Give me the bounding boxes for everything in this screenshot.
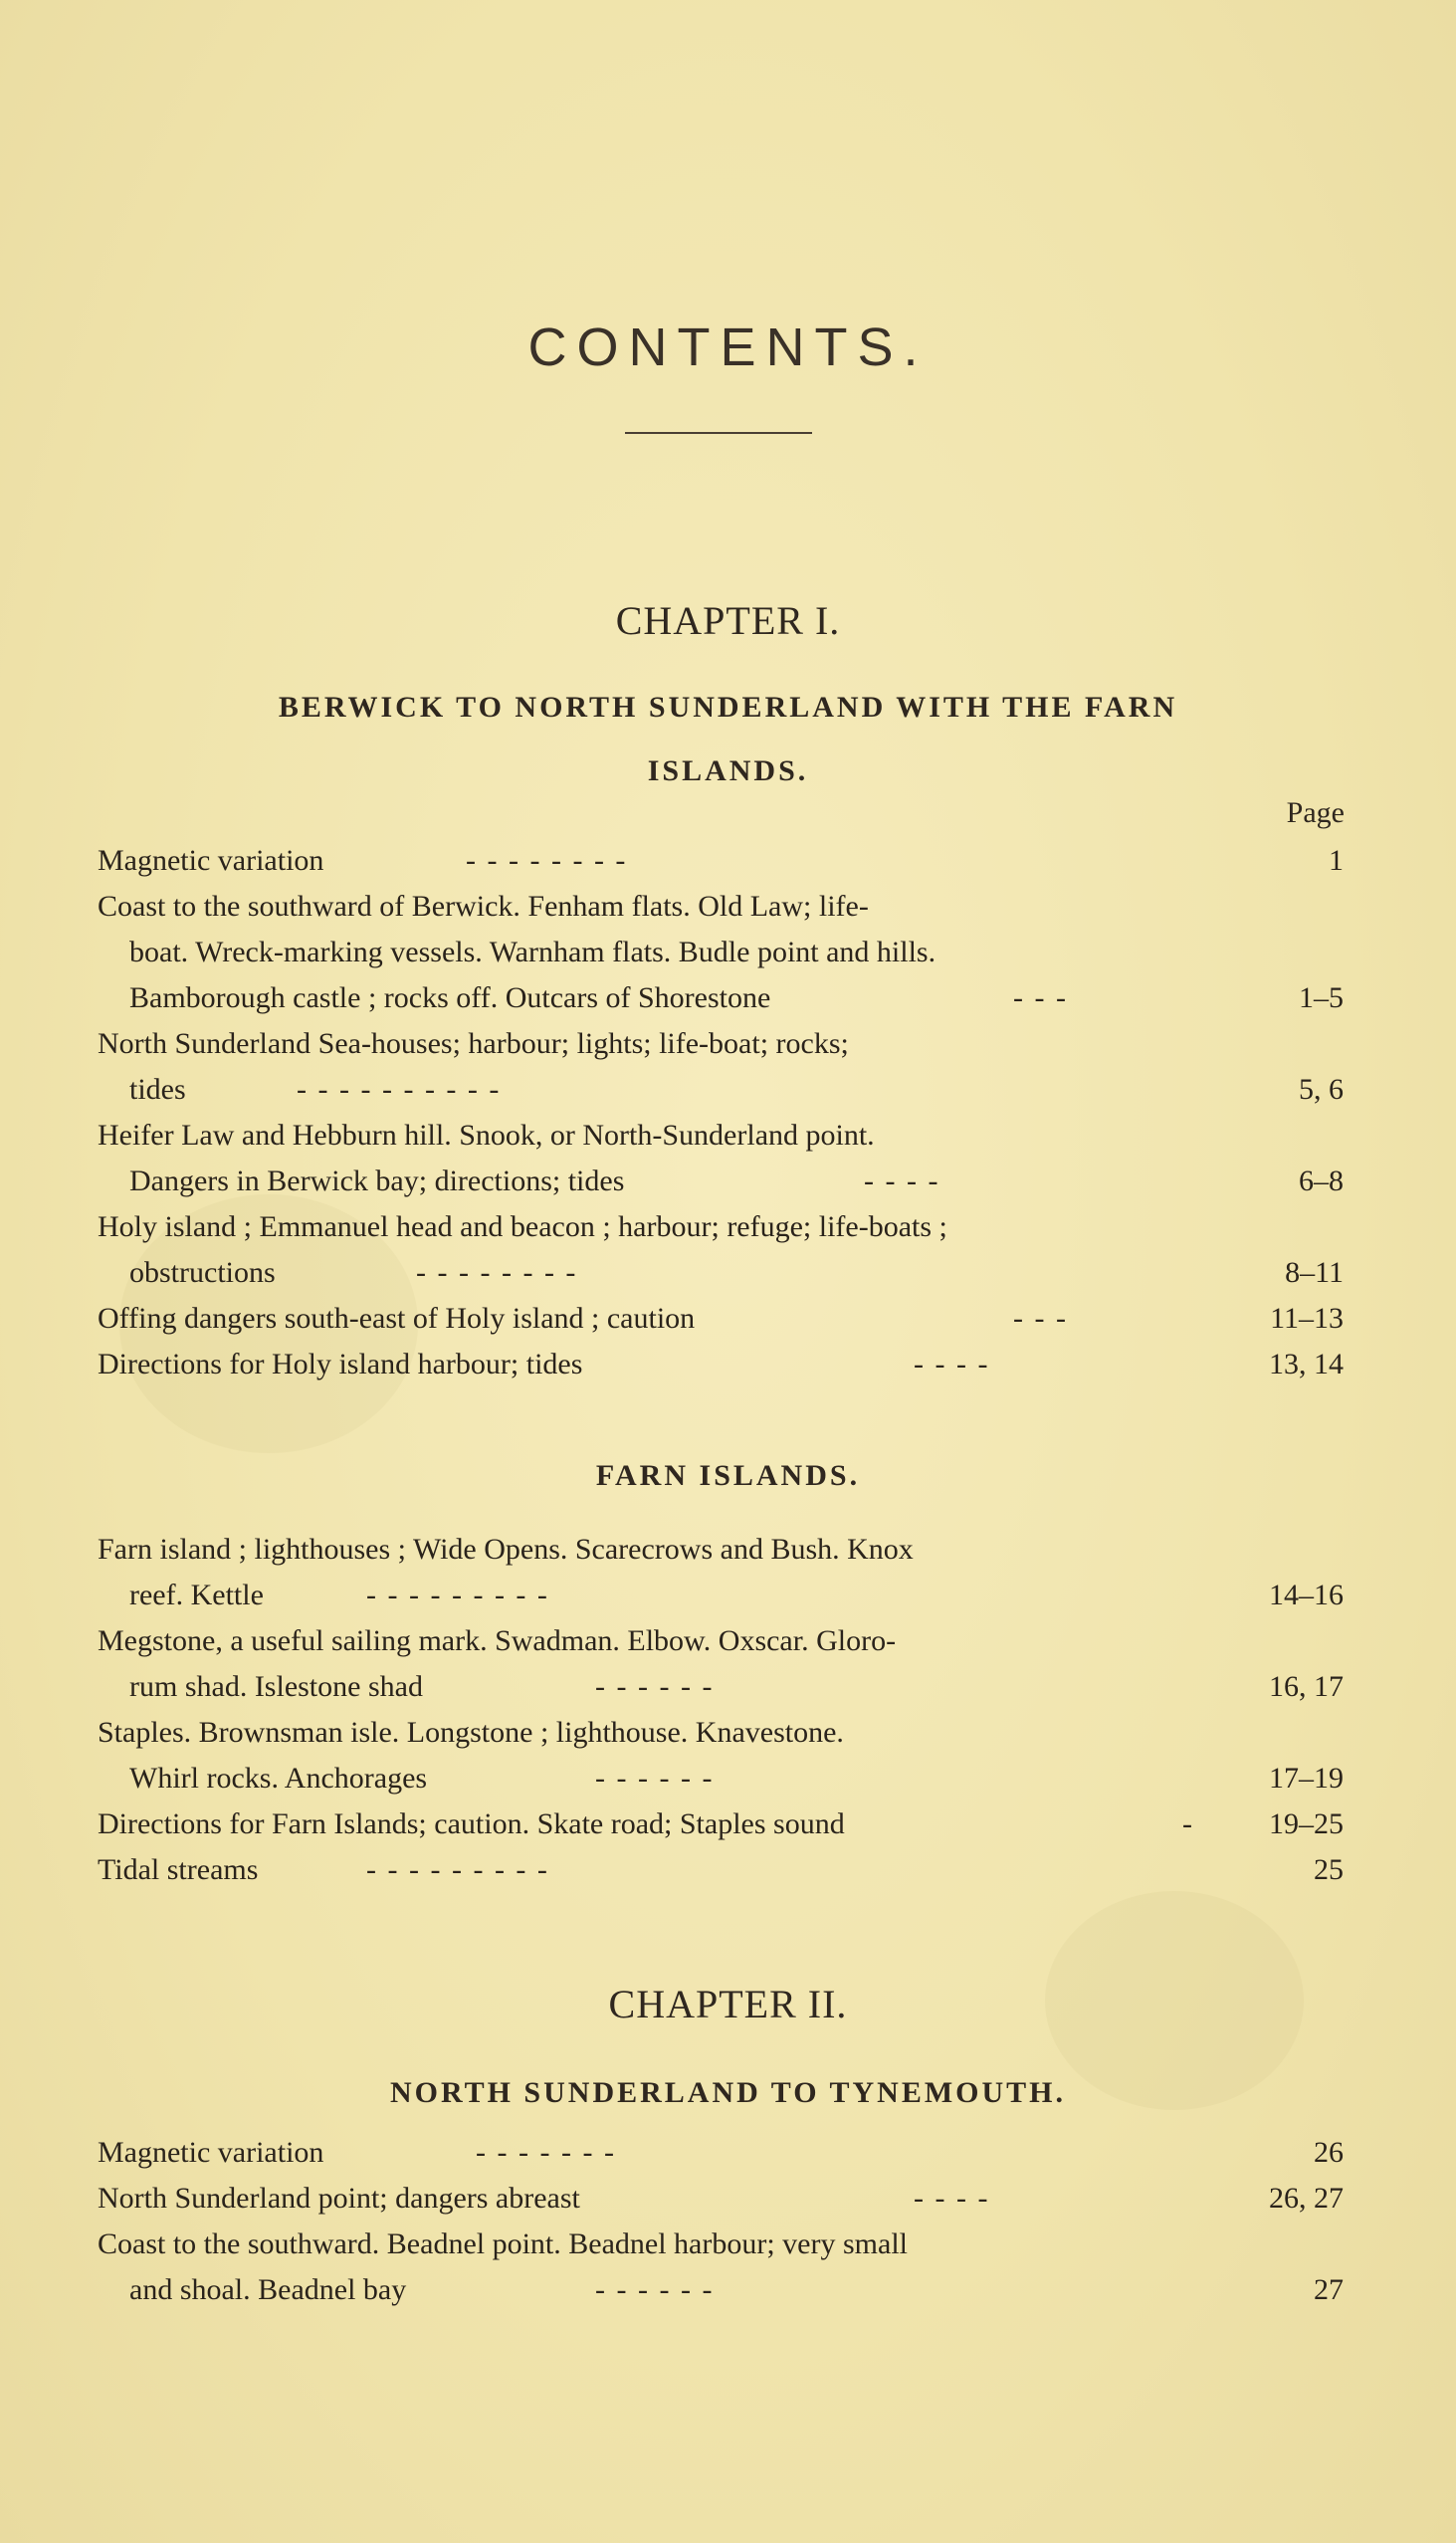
entry-text: Heifer Law and Hebburn hill. Snook, or North-Sunderland point. bbox=[98, 1119, 875, 1152]
entry-text: Holy island ; Emmanuel head and beacon ; harbour; refuge; life-boats ; bbox=[98, 1210, 947, 1243]
toc-farn-islands bbox=[98, 1527, 1344, 1893]
page-number: 26 bbox=[1314, 2136, 1344, 2169]
leader-dashes: - - - - - - - - bbox=[466, 844, 628, 877]
toc-entry[interactable] bbox=[98, 1801, 1344, 1847]
toc-entry[interactable] bbox=[98, 1021, 1344, 1113]
leader-dashes: - bbox=[1182, 1807, 1194, 1840]
entry-text: Tidal streams bbox=[98, 1853, 259, 1886]
entry-text: and shoal. Beadnel bay bbox=[129, 2273, 407, 2306]
page-number: 11–13 bbox=[1270, 1302, 1344, 1335]
page-column-label: Page bbox=[1286, 796, 1345, 829]
entry-text: Coast to the southward of Berwick. Fenham flats. Old Law; life- bbox=[98, 890, 869, 923]
toc-chapter-1 bbox=[98, 838, 1344, 1387]
entry-text: North Sunderland point; dangers abreast bbox=[98, 2182, 580, 2215]
leader-dashes: - - - - - - - - - bbox=[366, 1853, 549, 1886]
leader-dashes: - - - - - - - - - bbox=[366, 1579, 549, 1611]
toc-entry[interactable] bbox=[98, 1113, 1344, 1204]
leader-dashes: - - - - - - - - - - bbox=[297, 1073, 502, 1106]
toc-entry[interactable] bbox=[98, 838, 1344, 884]
toc-entry[interactable] bbox=[98, 1847, 1344, 1893]
page-number: 8–11 bbox=[1285, 1256, 1344, 1289]
toc-entry[interactable] bbox=[98, 1296, 1344, 1342]
entry-text: Staples. Brownsman isle. Longstone ; lighthouse. Knavestone. bbox=[98, 1716, 844, 1749]
entry-text: Farn island ; lighthouses ; Wide Opens. Scarecrows and Bush. Knox bbox=[98, 1533, 914, 1566]
chapter-heading: CHAPTER II. bbox=[608, 1982, 848, 2026]
chapter-subtitle-line2: ISLANDS. bbox=[647, 754, 809, 787]
entry-text: reef. Kettle bbox=[129, 1579, 264, 1611]
entry-text: Directions for Farn Islands; caution. Skate road; Staples sound bbox=[98, 1807, 845, 1840]
entry-text: Megstone, a useful sailing mark. Swadman. Elbow. Oxscar. Gloro- bbox=[98, 1624, 897, 1657]
leader-dashes: - - - bbox=[1013, 1302, 1068, 1335]
page-number: 13, 14 bbox=[1269, 1348, 1344, 1380]
toc-entry[interactable] bbox=[98, 1527, 1344, 1618]
page-number: 27 bbox=[1314, 2273, 1344, 2306]
leader-dashes: - - - - - - - - bbox=[416, 1256, 578, 1289]
page-title: CONTENTS. bbox=[527, 318, 929, 377]
page-number: 26, 27 bbox=[1269, 2182, 1344, 2215]
entry-text: tides bbox=[129, 1073, 186, 1106]
page-number: 6–8 bbox=[1299, 1165, 1344, 1197]
page-number: 17–19 bbox=[1269, 1762, 1344, 1795]
entry-text: Magnetic variation bbox=[98, 844, 324, 877]
page-number: 5, 6 bbox=[1299, 1073, 1344, 1106]
entry-text: Offing dangers south-east of Holy island ; caution bbox=[98, 1302, 696, 1335]
page-number: 19–25 bbox=[1269, 1807, 1344, 1840]
entry-text: Dangers in Berwick bay; directions; tides bbox=[129, 1165, 625, 1197]
entry-text: obstructions bbox=[129, 1256, 276, 1289]
chapter-subtitle-line1: NORTH SUNDERLAND TO TYNEMOUTH. bbox=[389, 2076, 1067, 2109]
section-heading: FARN ISLANDS. bbox=[595, 1459, 861, 1492]
chapter-subtitle-line1: BERWICK TO NORTH SUNDERLAND WITH THE FARN bbox=[278, 691, 1178, 724]
toc-entry[interactable] bbox=[98, 1618, 1344, 1710]
entry-text: Bamborough castle ; rocks off. Outcars of Shorestone bbox=[129, 981, 771, 1014]
chapter-heading: CHAPTER I. bbox=[615, 598, 841, 643]
leader-dashes: - - - - - - bbox=[595, 1762, 715, 1795]
page-number: 14–16 bbox=[1269, 1579, 1344, 1611]
toc-entry[interactable] bbox=[98, 884, 1344, 1021]
leader-dashes: - - - bbox=[1013, 981, 1068, 1014]
entry-text: Magnetic variation bbox=[98, 2136, 324, 2169]
entry-text: Directions for Holy island harbour; tides bbox=[98, 1348, 583, 1380]
toc-entry[interactable] bbox=[98, 1710, 1344, 1801]
entry-text: rum shad. Islestone shad bbox=[129, 1670, 423, 1703]
toc-entry[interactable] bbox=[98, 1204, 1344, 1296]
leader-dashes: - - - - - - bbox=[595, 1670, 715, 1703]
toc-entry[interactable] bbox=[98, 1342, 1344, 1387]
entry-text: boat. Wreck-marking vessels. Warnham flats. Budle point and hills. bbox=[129, 936, 936, 968]
page-number: 1–5 bbox=[1299, 981, 1344, 1014]
toc-entry[interactable] bbox=[98, 2176, 1344, 2222]
page-number: 16, 17 bbox=[1269, 1670, 1344, 1703]
toc-entry[interactable] bbox=[98, 2130, 1344, 2176]
leader-dashes: - - - - bbox=[864, 1165, 940, 1197]
leader-dashes: - - - - bbox=[914, 2182, 990, 2215]
entry-text: Coast to the southward. Beadnel point. Beadnel harbour; very small bbox=[98, 2227, 908, 2260]
entry-text: Whirl rocks. Anchorages bbox=[129, 1762, 428, 1795]
leader-dashes: - - - - - - - bbox=[476, 2136, 616, 2169]
page-number: 1 bbox=[1329, 844, 1344, 877]
leader-dashes: - - - - - - bbox=[595, 2273, 715, 2306]
entry-text: North Sunderland Sea-houses; harbour; lights; life-boat; rocks; bbox=[98, 1027, 849, 1060]
title-rule bbox=[625, 432, 812, 434]
page-number: 25 bbox=[1314, 1853, 1344, 1886]
toc-chapter-2 bbox=[98, 2130, 1344, 2313]
leader-dashes: - - - - bbox=[914, 1348, 990, 1380]
toc-entry[interactable] bbox=[98, 2222, 1344, 2313]
